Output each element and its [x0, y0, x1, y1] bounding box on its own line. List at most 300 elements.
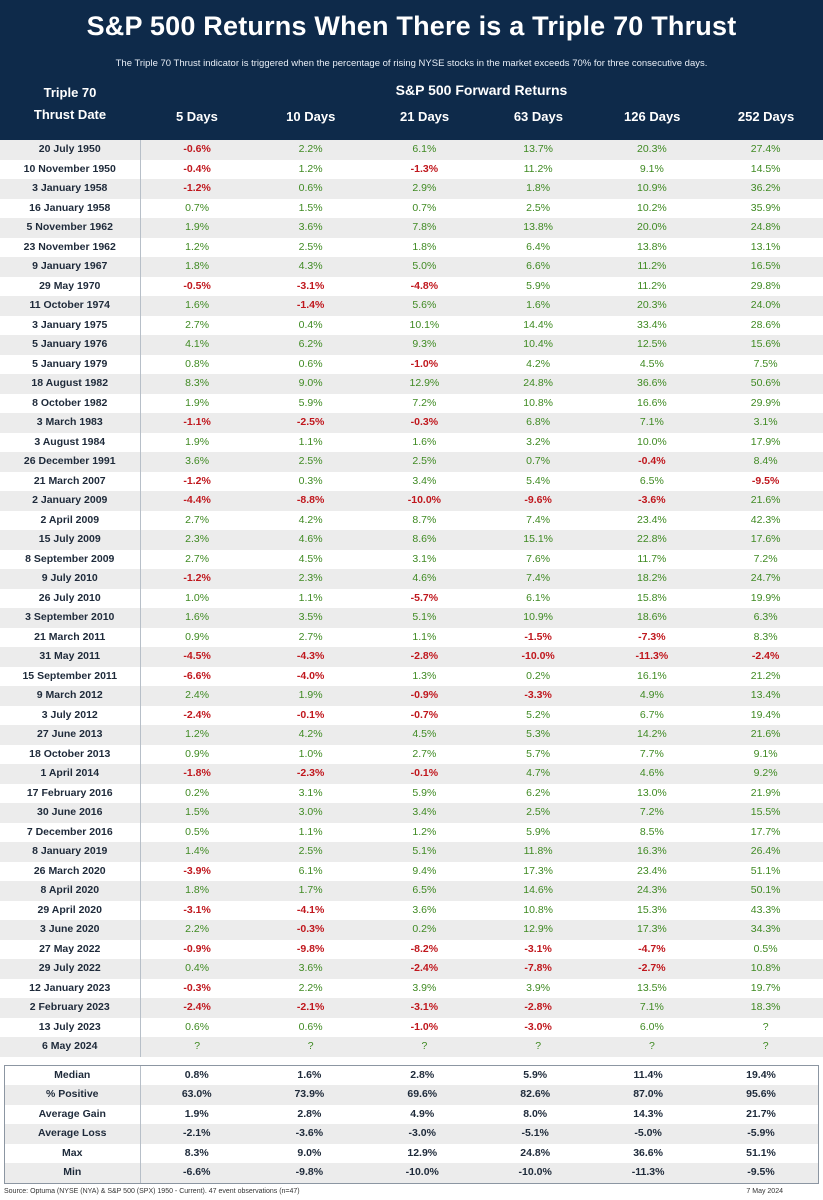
return-cell: 0.6%	[298, 1020, 323, 1033]
return-cell: -4.1%	[296, 903, 325, 916]
return-cell: 16.5%	[709, 257, 823, 277]
return-cell: -11.3%	[595, 647, 709, 667]
return-cell: 17.6%	[709, 530, 823, 550]
summary-value: 8.3%	[184, 1146, 209, 1159]
return-cell: 5.1%	[368, 608, 482, 628]
return-cell: 13.5%	[636, 981, 667, 994]
thrust-date-cell: 20 July 1950	[0, 140, 140, 160]
return-cell: 24.8%	[481, 374, 595, 394]
thrust-date-cell: 18 October 2013	[0, 745, 140, 765]
return-cell: -1.4%	[254, 296, 368, 316]
return-cell: -1.8%	[140, 764, 254, 784]
return-cell: 11.7%	[637, 552, 667, 565]
return-cell: 1.8%	[140, 257, 254, 277]
return-cell: 29.8%	[750, 279, 781, 292]
summary-value: 0.8%	[184, 1068, 209, 1081]
return-cell: 1.9%	[254, 686, 368, 706]
return-cell: 12.5%	[595, 335, 709, 355]
return-cell: -10.0%	[368, 491, 482, 511]
return-cell: -7.8%	[481, 959, 595, 979]
return-cell: 2.2%	[298, 981, 323, 994]
thrust-date-cell: 17 February 2016	[0, 784, 140, 804]
table-row	[0, 745, 823, 765]
return-cell: 6.0%	[639, 1020, 664, 1033]
return-cell: 0.7%	[412, 201, 437, 214]
return-cell: -10.0%	[481, 647, 595, 667]
return-cell: 1.9%	[140, 218, 254, 238]
return-cell: 43.3%	[750, 903, 781, 916]
return-cell: 1.5%	[298, 201, 323, 214]
thrust-date-cell: 26 July 2010	[0, 589, 140, 609]
return-cell: 0.5%	[185, 825, 210, 838]
return-cell: 19.7%	[750, 981, 781, 994]
return-cell: -4.0%	[296, 669, 325, 682]
return-cell: -8.8%	[254, 491, 368, 511]
return-cell: 7.8%	[368, 218, 482, 238]
return-cell: 1.6%	[412, 435, 437, 448]
thrust-date-cell: 27 June 2013	[0, 725, 140, 745]
summary-table	[5, 1066, 818, 1184]
return-cell: 0.5%	[753, 942, 778, 955]
return-cell: -0.1%	[368, 764, 482, 784]
return-cell: 2.5%	[481, 803, 595, 823]
return-cell: 16.3%	[595, 842, 709, 862]
summary-value: 19.4%	[746, 1068, 776, 1081]
table-row	[0, 608, 823, 628]
return-cell: 2.5%	[298, 240, 323, 253]
return-cell: 8.4%	[709, 452, 823, 472]
table-row	[0, 257, 823, 277]
table-row	[0, 394, 823, 414]
return-cell: 36.6%	[595, 374, 709, 394]
return-cell: -8.2%	[410, 942, 439, 955]
return-cell: 3.1%	[298, 786, 323, 799]
table-row	[0, 803, 823, 823]
summary-value: 69.6%	[366, 1085, 479, 1105]
return-cell: ?	[140, 1037, 254, 1057]
table-row	[0, 764, 823, 784]
return-cell: 4.2%	[298, 513, 323, 526]
summary-value: 1.6%	[297, 1068, 322, 1081]
table-row	[0, 160, 823, 180]
table-row	[0, 569, 823, 589]
return-cell: 9.1%	[639, 162, 664, 175]
table-row	[0, 374, 823, 394]
return-cell: 2.5%	[526, 201, 551, 214]
summary-value: 1.9%	[184, 1107, 209, 1120]
return-cell: 0.2%	[185, 786, 210, 799]
summary-label: % Positive	[5, 1085, 140, 1105]
return-cell: 10.4%	[481, 335, 595, 355]
return-cell: 28.6%	[750, 318, 781, 331]
summary-row	[5, 1163, 818, 1183]
return-cell: -1.0%	[410, 1020, 439, 1033]
return-cell: 1.2%	[412, 825, 437, 838]
thrust-date-cell: 3 September 2010	[0, 608, 140, 628]
return-cell: -2.7%	[595, 959, 709, 979]
return-cell: 6.1%	[368, 140, 482, 160]
return-cell: 5.6%	[368, 296, 482, 316]
return-cell: 10.8%	[523, 903, 554, 916]
return-cell: 2.7%	[412, 747, 437, 760]
column-header: 126 Days	[624, 109, 681, 124]
return-cell: 24.0%	[709, 296, 823, 316]
return-cell: 36.2%	[709, 179, 823, 199]
return-cell: -3.1%	[296, 279, 325, 292]
return-cell: -4.3%	[254, 647, 368, 667]
table-row	[0, 862, 823, 882]
return-cell: 7.7%	[639, 747, 664, 760]
thrust-date-cell: 3 January 1975	[0, 316, 140, 336]
return-cell: 0.6%	[185, 1020, 210, 1033]
summary-value: 73.9%	[253, 1085, 366, 1105]
return-cell: 0.9%	[185, 630, 210, 643]
return-cell: 11.2%	[523, 162, 553, 175]
return-cell: 5.1%	[368, 842, 482, 862]
return-cell: ?	[595, 1037, 709, 1057]
table-row	[0, 511, 823, 531]
return-cell: 4.5%	[368, 725, 482, 745]
table-row	[0, 277, 823, 297]
return-cell: 2.9%	[368, 179, 482, 199]
column-header: 5 Days	[175, 109, 218, 124]
date-column-header	[0, 82, 140, 126]
return-cell: 5.9%	[412, 786, 437, 799]
return-cell: 14.2%	[595, 725, 709, 745]
thrust-date-cell: 16 January 1958	[0, 199, 140, 219]
return-cell: 3.0%	[254, 803, 368, 823]
return-cell: -1.1%	[140, 413, 254, 433]
return-cell: 0.2%	[368, 920, 482, 940]
return-cell: -2.4%	[183, 708, 211, 721]
return-cell: 0.9%	[185, 747, 210, 760]
return-cell: ?	[368, 1037, 482, 1057]
return-cell: 6.5%	[639, 474, 664, 487]
return-cell: 6.5%	[368, 881, 482, 901]
return-cell: 2.7%	[298, 630, 323, 643]
table-row	[0, 998, 823, 1018]
return-cell: 7.1%	[595, 413, 709, 433]
return-cell: 12.9%	[368, 374, 482, 394]
summary-row	[5, 1066, 818, 1086]
return-cell: -9.6%	[481, 491, 595, 511]
summary-row	[5, 1105, 818, 1125]
return-cell: -0.4%	[183, 162, 211, 175]
return-cell: 5.9%	[526, 279, 551, 292]
column-header: 252 Days	[737, 109, 795, 124]
thrust-date-cell: 29 May 1970	[0, 277, 140, 297]
thrust-date-cell: 15 July 2009	[0, 530, 140, 550]
return-cell: -1.2%	[183, 474, 211, 487]
return-cell: 23.4%	[636, 864, 667, 877]
return-cell: -2.8%	[368, 647, 482, 667]
period-column-headers	[140, 106, 823, 128]
thrust-date-cell: 5 January 1979	[0, 355, 140, 375]
return-cell: 1.0%	[298, 747, 323, 760]
return-cell: -4.7%	[638, 942, 666, 955]
return-cell: -9.8%	[296, 942, 325, 955]
return-cell: 23.4%	[636, 513, 667, 526]
table-row	[0, 355, 823, 375]
thrust-date-cell: 8 September 2009	[0, 550, 140, 570]
return-cell: 4.2%	[526, 357, 551, 370]
return-cell: 34.3%	[709, 920, 823, 940]
return-cell: 2.7%	[185, 318, 210, 331]
summary-value: 12.9%	[407, 1146, 438, 1159]
table-row	[0, 1018, 823, 1038]
return-cell: 9.4%	[412, 864, 437, 877]
thrust-date-cell: 23 November 1962	[0, 238, 140, 258]
table-row	[0, 452, 823, 472]
return-cell: 4.6%	[595, 764, 709, 784]
summary-label: Max	[5, 1144, 140, 1164]
return-cell: -0.9%	[368, 686, 482, 706]
return-cell: -4.5%	[140, 647, 254, 667]
return-cell: 11.2%	[595, 257, 709, 277]
thrust-date-cell: 3 March 1983	[0, 413, 140, 433]
return-cell: -1.0%	[410, 357, 439, 370]
return-cell: 0.7%	[481, 452, 595, 472]
summary-value: 14.3%	[633, 1107, 663, 1120]
return-cell: 24.3%	[595, 881, 709, 901]
summary-value: -9.8%	[253, 1163, 366, 1183]
return-cell: 7.5%	[753, 357, 778, 370]
return-cell: 24.7%	[709, 569, 823, 589]
return-cell: -3.3%	[481, 686, 595, 706]
summary-value: -9.5%	[705, 1163, 818, 1183]
return-cell: 2.5%	[254, 452, 368, 472]
summary-table-body	[5, 1066, 818, 1184]
return-cell: 1.2%	[185, 240, 210, 253]
return-cell: 1.8%	[481, 179, 595, 199]
return-cell: 1.9%	[185, 435, 210, 448]
return-cell: 1.6%	[140, 608, 254, 628]
thrust-date-cell: 15 September 2011	[0, 667, 140, 687]
header-banner	[0, 0, 823, 140]
table-row	[0, 530, 823, 550]
return-cell: 15.5%	[709, 803, 823, 823]
return-cell: 12.9%	[481, 920, 595, 940]
thrust-date-cell: 13 July 2023	[0, 1018, 140, 1038]
return-cell: -1.2%	[140, 569, 254, 589]
return-cell: 51.1%	[750, 864, 781, 877]
return-cell: 5.2%	[526, 708, 551, 721]
table-row	[0, 823, 823, 843]
return-cell: 15.8%	[636, 591, 667, 604]
return-cell: -0.3%	[368, 413, 482, 433]
table-row	[0, 901, 823, 921]
return-cell: 1.2%	[298, 162, 323, 175]
return-cell: 10.8%	[709, 959, 823, 979]
summary-label: Average Gain	[5, 1105, 140, 1125]
returns-table	[0, 140, 823, 1057]
return-cell: 13.1%	[750, 240, 781, 253]
return-cell: 14.6%	[481, 881, 595, 901]
return-cell: 1.2%	[140, 725, 254, 745]
return-cell: 22.8%	[595, 530, 709, 550]
footer	[0, 1185, 823, 1200]
return-cell: 3.1%	[412, 552, 437, 565]
table-row	[0, 784, 823, 804]
return-cell: 4.5%	[298, 552, 323, 565]
table-row	[0, 881, 823, 901]
column-header: 21 Days	[399, 109, 450, 124]
table-row	[0, 335, 823, 355]
summary-value: 24.8%	[520, 1146, 551, 1159]
table-header	[0, 76, 823, 145]
return-cell: 6.6%	[481, 257, 595, 277]
thrust-date-cell: 5 November 1962	[0, 218, 140, 238]
return-cell: 7.2%	[412, 396, 437, 409]
thrust-date-cell: 2 February 2023	[0, 998, 140, 1018]
return-cell: 10.2%	[636, 201, 667, 214]
table-row	[0, 725, 823, 745]
return-cell: 1.0%	[185, 591, 210, 604]
thrust-date-cell: 3 January 1958	[0, 179, 140, 199]
return-cell: 20.0%	[595, 218, 709, 238]
summary-value: -2.1%	[140, 1124, 253, 1144]
summary-value: 51.1%	[746, 1146, 776, 1159]
return-cell: 10.1%	[409, 318, 440, 331]
summary-value: -6.6%	[140, 1163, 253, 1183]
return-cell: 4.6%	[368, 569, 482, 589]
thrust-date-cell: 3 July 2012	[0, 706, 140, 726]
date-header-line2: Thrust Date	[33, 107, 107, 122]
return-cell: -7.3%	[638, 630, 666, 643]
return-cell: -3.1%	[183, 903, 211, 916]
table-row	[0, 472, 823, 492]
summary-value: 11.4%	[633, 1068, 663, 1081]
return-cell: 1.8%	[140, 881, 254, 901]
table-row	[0, 296, 823, 316]
return-cell: 6.7%	[639, 708, 664, 721]
return-cell: 13.0%	[636, 786, 667, 799]
return-cell: 6.3%	[709, 608, 823, 628]
return-cell: 0.2%	[526, 669, 551, 682]
return-cell: 10.9%	[595, 179, 709, 199]
return-cell: -0.5%	[183, 279, 211, 292]
return-cell: 1.3%	[412, 669, 437, 682]
return-cell: 3.1%	[709, 413, 823, 433]
return-cell: 7.2%	[753, 552, 778, 565]
thrust-date-cell: 18 August 1982	[0, 374, 140, 394]
return-cell: -3.1%	[524, 942, 552, 955]
summary-value: 36.6%	[633, 1146, 663, 1159]
return-cell: ?	[254, 1037, 368, 1057]
return-cell: -2.4%	[140, 998, 254, 1018]
return-cell: 1.7%	[254, 881, 368, 901]
return-cell: -3.0%	[524, 1020, 552, 1033]
return-cell: -0.3%	[254, 920, 368, 940]
return-cell: 0.8%	[185, 357, 210, 370]
summary-value: 21.7%	[746, 1107, 776, 1120]
thrust-date-cell: 21 March 2007	[0, 472, 140, 492]
return-cell: 1.5%	[140, 803, 254, 823]
return-cell: 3.6%	[140, 452, 254, 472]
return-cell: 50.6%	[709, 374, 823, 394]
return-cell: -0.4%	[595, 452, 709, 472]
return-cell: -3.6%	[595, 491, 709, 511]
return-cell: 4.6%	[254, 530, 368, 550]
thrust-date-cell: 8 April 2020	[0, 881, 140, 901]
thrust-date-cell: 21 March 2011	[0, 628, 140, 648]
return-cell: 6.1%	[526, 591, 551, 604]
return-cell: 4.1%	[140, 335, 254, 355]
return-cell: 2.5%	[368, 452, 482, 472]
summary-value: -5.9%	[705, 1124, 818, 1144]
return-cell: -1.2%	[140, 179, 254, 199]
footer-date: 7 May 2024	[746, 1188, 783, 1195]
source-note: Source: Optuma (NYSE (NYA) & S&P 500 (SPX) 1950 - Current). 47 event observations (n=47)	[4, 1188, 300, 1195]
return-cell: 1.4%	[140, 842, 254, 862]
return-cell: 29.9%	[750, 396, 781, 409]
summary-box	[4, 1065, 819, 1185]
return-cell: 2.2%	[140, 920, 254, 940]
return-cell: 3.9%	[412, 981, 437, 994]
summary-value: -5.1%	[479, 1124, 592, 1144]
return-cell: -3.9%	[183, 864, 211, 877]
return-cell: -4.8%	[410, 279, 439, 292]
return-cell: 1.1%	[412, 630, 437, 643]
thrust-date-cell: 8 January 2019	[0, 842, 140, 862]
table-row	[0, 218, 823, 238]
summary-row	[5, 1085, 818, 1105]
thrust-date-cell: 1 April 2014	[0, 764, 140, 784]
forward-returns-group-header: S&P 500 Forward Returns	[395, 82, 568, 98]
return-cell: 3.2%	[526, 435, 551, 448]
return-cell: 3.6%	[254, 218, 368, 238]
return-cell: 17.3%	[523, 864, 554, 877]
return-cell: 0.4%	[298, 318, 323, 331]
return-cell: 20.3%	[595, 140, 709, 160]
return-cell: 2.2%	[254, 140, 368, 160]
return-cell: -2.3%	[254, 764, 368, 784]
page-title: S&P 500 Returns When There is a Triple 70 Thrust	[86, 11, 737, 41]
table-row	[0, 179, 823, 199]
return-cell: 1.1%	[298, 435, 323, 448]
summary-value: 5.9%	[523, 1068, 548, 1081]
return-cell: 3.4%	[412, 474, 437, 487]
return-cell: 9.0%	[254, 374, 368, 394]
return-cell: 17.7%	[750, 825, 781, 838]
return-cell: 16.1%	[636, 669, 667, 682]
table-row	[0, 920, 823, 940]
table-row	[0, 199, 823, 219]
column-header: 10 Days	[286, 109, 336, 124]
thrust-date-cell: 11 October 1974	[0, 296, 140, 316]
return-cell: -2.5%	[254, 413, 368, 433]
return-cell: 18.2%	[595, 569, 709, 589]
table-row	[0, 647, 823, 667]
table-row	[0, 433, 823, 453]
return-cell: 11.2%	[637, 279, 667, 292]
table-row	[0, 940, 823, 960]
return-cell: 13.8%	[636, 240, 667, 253]
return-cell: 14.5%	[750, 162, 781, 175]
return-cell: 7.4%	[526, 513, 551, 526]
return-cell: 10.0%	[636, 435, 667, 448]
return-cell: -0.6%	[140, 140, 254, 160]
return-cell: 1.9%	[185, 396, 210, 409]
thrust-date-cell: 9 March 2012	[0, 686, 140, 706]
summary-row	[5, 1144, 818, 1164]
return-cell: -0.7%	[410, 708, 439, 721]
return-cell: 26.4%	[709, 842, 823, 862]
thrust-date-cell: 27 May 2022	[0, 940, 140, 960]
table-row	[0, 686, 823, 706]
return-cell: 8.7%	[412, 513, 437, 526]
return-cell: -0.1%	[296, 708, 325, 721]
